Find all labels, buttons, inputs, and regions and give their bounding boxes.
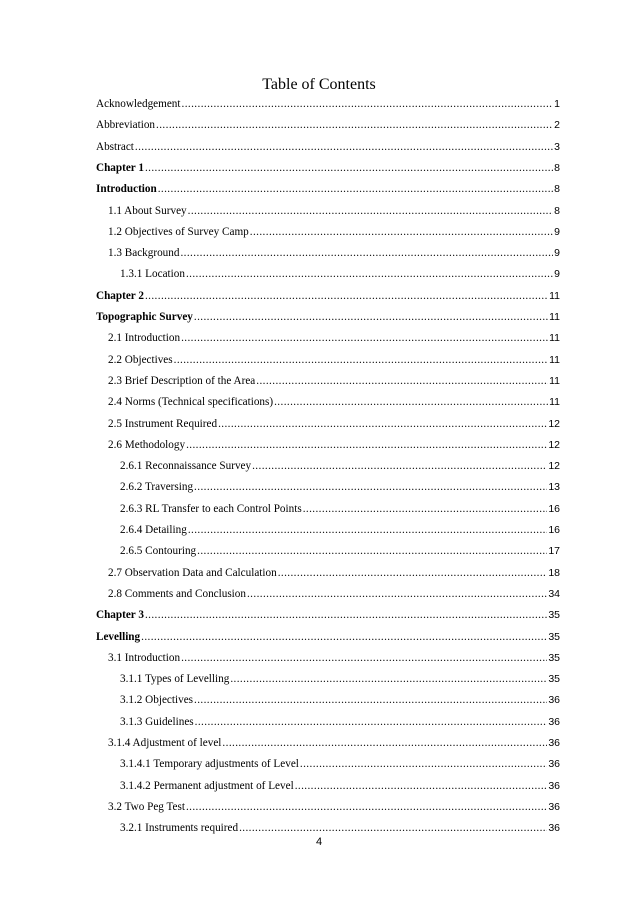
toc-dot-leader (180, 246, 553, 260)
toc-entry-page: 8 (554, 204, 560, 217)
toc-entry[interactable] (120, 757, 560, 771)
toc-entry-label: 3.1.4 Adjustment of level (108, 737, 222, 749)
toc-entry[interactable] (120, 480, 560, 494)
toc-entry-label: Chapter 1 (96, 161, 144, 174)
toc-entry-label: 2.6.1 Reconnaissance Survey (120, 460, 252, 473)
toc-dot-leader (182, 97, 554, 111)
toc-dot-leader (181, 331, 548, 345)
toc-entry-page: 3 (554, 140, 560, 153)
toc-dot-leader (156, 118, 553, 132)
toc-entry[interactable] (120, 821, 560, 835)
toc-entry-page: 11 (549, 311, 560, 323)
toc-entry[interactable] (108, 566, 560, 580)
toc-dot-leader (186, 438, 547, 452)
toc-entry[interactable] (108, 417, 560, 431)
toc-dot-leader (274, 395, 548, 409)
toc-entry-label: 2.6.2 Traversing (120, 481, 194, 494)
toc-entry[interactable] (120, 544, 560, 558)
toc-dot-leader (295, 779, 548, 793)
toc-dot-leader (181, 651, 547, 665)
toc-entry-label: 3.1.4.2 Permanent adjustment of Level (120, 779, 294, 792)
toc-entry-page: 9 (554, 225, 560, 238)
toc-dot-leader (145, 289, 548, 303)
toc-entry-page: 11 (549, 332, 560, 345)
toc-entry[interactable] (96, 182, 560, 196)
toc-entry-label: 3.2.1 Instruments required (120, 822, 239, 835)
toc-entry-label: 3.1 Introduction (108, 651, 181, 664)
toc-dot-leader (230, 672, 547, 686)
toc-entry-page: 36 (548, 779, 560, 792)
toc-entry[interactable] (108, 246, 560, 260)
toc-entry-page: 35 (548, 673, 560, 686)
toc-entry[interactable] (108, 800, 560, 814)
toc-entry-page: 13 (548, 481, 560, 494)
toc-entry[interactable] (120, 715, 560, 729)
toc-entry[interactable] (108, 331, 560, 345)
toc-entry-page: 8 (554, 183, 560, 196)
toc-entry-page: 35 (548, 609, 560, 622)
toc-dot-leader (278, 566, 548, 580)
toc-dot-leader (195, 715, 548, 729)
toc-entry[interactable] (108, 353, 560, 367)
toc-entry-label: Abstract (96, 140, 134, 153)
toc-entry-page: 36 (548, 800, 560, 813)
toc-entry-label: Levelling (96, 630, 141, 643)
toc-entry-label: 2.6.4 Detailing (120, 524, 187, 536)
toc-dot-leader (247, 587, 547, 601)
toc-entry-label: 2.6.3 RL Transfer to each Control Points (120, 502, 302, 515)
toc-entry-page: 12 (548, 438, 560, 451)
toc-entry[interactable] (96, 118, 560, 132)
toc-entry-label: 2.2 Objectives (108, 353, 173, 366)
toc-entry[interactable] (108, 587, 560, 601)
toc-entry-page: 35 (548, 651, 560, 664)
toc-entry-label: 2.5 Instrument Required (108, 417, 218, 430)
toc-entry-label: 3.1.1 Types of Levelling (120, 673, 230, 686)
toc-entry[interactable] (108, 736, 560, 750)
toc-entry-page: 12 (548, 417, 560, 430)
toc-entry[interactable] (120, 523, 560, 537)
toc-dot-leader (174, 353, 548, 367)
toc-dot-leader (256, 374, 548, 388)
toc-title: Table of Contents (262, 76, 376, 93)
toc-dot-leader (194, 310, 548, 324)
toc-dot-leader (135, 140, 553, 154)
toc-entry[interactable] (108, 651, 560, 665)
toc-dot-leader (188, 523, 548, 537)
toc-dot-leader (194, 480, 547, 494)
toc-dot-leader (141, 630, 547, 644)
toc-entry[interactable] (96, 608, 560, 622)
toc-entry-label: 1.2 Objectives of Survey Camp (108, 225, 249, 238)
toc-entry-page: 35 (548, 630, 560, 643)
toc-entry-page: 11 (549, 289, 560, 302)
toc-entry-page: 11 (549, 374, 560, 387)
toc-dot-leader (239, 821, 547, 835)
toc-entry[interactable] (108, 204, 560, 218)
toc-entry[interactable] (108, 374, 560, 388)
toc-dot-leader (197, 544, 547, 558)
toc-entry-label: 2.4 Norms (Technical specifications) (108, 396, 274, 409)
toc-entry-label: 1.1 About Survey (108, 204, 187, 217)
toc-entry-page: 12 (548, 460, 560, 473)
toc-dot-leader (218, 417, 547, 431)
toc-entry-label: Chapter 2 (96, 289, 144, 302)
toc-entry-page: 36 (548, 737, 560, 749)
toc-entry[interactable] (96, 310, 560, 324)
toc-entry[interactable] (108, 395, 560, 409)
toc-dot-leader (250, 225, 553, 239)
toc-dot-leader (145, 161, 553, 175)
toc-dot-leader (186, 267, 553, 281)
toc-entry-label: 3.1.4.1 Temporary adjustments of Level (120, 758, 299, 771)
toc-entry-page: 16 (548, 524, 560, 536)
toc-entry[interactable] (120, 459, 560, 473)
toc-entry-page: 9 (554, 268, 560, 281)
toc-dot-leader (188, 204, 554, 218)
toc-entry-label: Acknowledgement (96, 98, 181, 110)
toc-entry-label: Introduction (96, 183, 157, 196)
toc-entry[interactable] (96, 630, 560, 644)
toc-entry-page: 2 (554, 119, 560, 132)
toc-entry-label: Abbreviation (96, 119, 156, 132)
toc-entry-page: 18 (548, 566, 560, 579)
toc-entry-page: 8 (554, 161, 560, 174)
toc-entry-label: 3.1.2 Objectives (120, 694, 194, 707)
toc-entry-page: 16 (548, 502, 560, 515)
toc-entry-page: 1 (554, 98, 560, 110)
toc-entry[interactable] (96, 161, 560, 175)
toc-entry[interactable] (96, 140, 560, 154)
toc-entry-label: 2.3 Brief Description of the Area (108, 374, 256, 387)
toc-entry-page: 36 (548, 758, 560, 771)
toc-entry[interactable] (120, 267, 560, 281)
toc-entry-label: 2.1 Introduction (108, 332, 181, 345)
toc-entry[interactable] (108, 225, 560, 239)
toc-dot-leader (158, 182, 553, 196)
toc-dot-leader (300, 757, 547, 771)
toc-entry[interactable] (120, 672, 560, 686)
toc-entry-page: 36 (548, 822, 560, 835)
toc-entry[interactable] (108, 438, 560, 452)
toc-dot-leader (303, 502, 548, 516)
toc-dot-leader (145, 608, 547, 622)
toc-entry-label: 1.3.1 Location (120, 268, 185, 281)
toc-dot-leader (252, 459, 547, 473)
toc-entry-page: 9 (554, 247, 560, 260)
toc-entry-label: Topographic Survey (96, 311, 193, 323)
toc-entry-page: 11 (549, 396, 560, 409)
toc-entry-page: 34 (548, 587, 560, 600)
toc-entry-label: Chapter 3 (96, 609, 144, 622)
toc-entry-label: 3.1.3 Guidelines (120, 715, 194, 728)
toc-entry-label: 2.6 Methodology (108, 438, 186, 451)
toc-entry[interactable] (120, 693, 560, 707)
toc-entry[interactable] (120, 779, 560, 793)
toc-entry-page: 36 (548, 694, 560, 707)
toc-entry[interactable] (120, 502, 560, 516)
toc-entry-label: 2.6.5 Contouring (120, 545, 197, 558)
toc-entry-label: 3.2 Two Peg Test (108, 800, 185, 813)
toc-entry[interactable] (96, 97, 560, 111)
toc-entry[interactable] (96, 289, 560, 303)
toc-entry-label: 2.8 Comments and Conclusion (108, 587, 246, 600)
toc-entry-label: 2.7 Observation Data and Calculation (108, 566, 277, 579)
toc-dot-leader (186, 800, 547, 814)
toc-dot-leader (194, 693, 547, 707)
toc-entry-page: 11 (549, 353, 560, 366)
page-number: 4 (315, 836, 323, 848)
toc-entry-label: 1.3 Background (108, 247, 180, 260)
toc-dot-leader (222, 736, 547, 750)
toc-entry-page: 17 (548, 545, 560, 558)
toc-entry-page: 36 (548, 715, 560, 728)
